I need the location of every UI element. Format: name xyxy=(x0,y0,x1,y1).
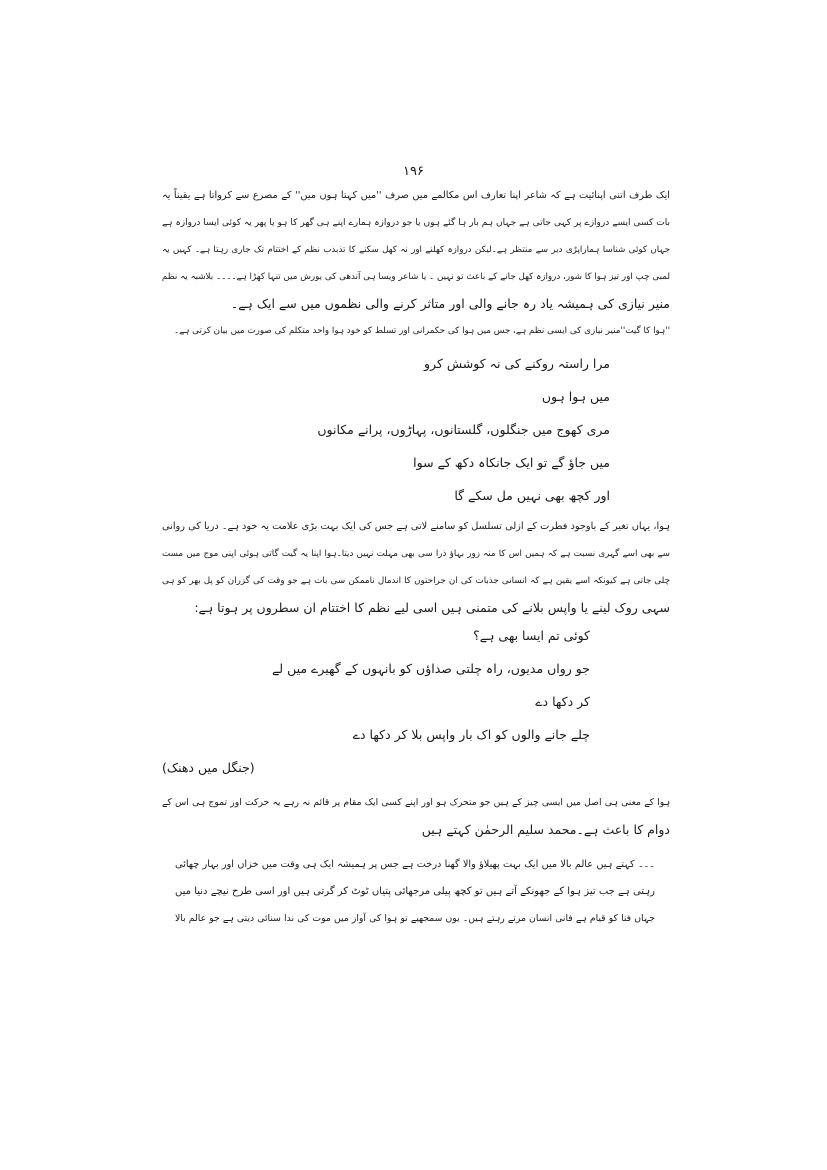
poem2-verse: چلے جانے والوں کو اک بار واپس بلا کر دکھا دے xyxy=(352,727,590,742)
poem-source-text: (جنگل میں دھنک) xyxy=(162,760,255,775)
page-number: ۱۹۶ xyxy=(403,164,424,179)
quote-line: رہتی ہے جب تیز ہوا کے جھونکے آتے ہیں تو کچھ پیلی مرجھائی پتیاں ٹوٹ کر گرتی ہیں اور اسی طرح نیچے دنیا میں xyxy=(175,886,655,897)
poem1-verse: میں جاؤ گے تو ایک جانکاہ دکھ کے سوا xyxy=(413,455,610,470)
poem1-verse: مرا راستہ روکنے کی نہ کوشش کرو xyxy=(424,356,610,371)
para3-line: چلی جاتی ہے کیونکہ اسے یقین ہے کہ انسانی جذبات کی ان جراحتوں کا اندمال ناممکن سی بات ہے جو وقت کی گزران کو پل بھر کو ہی xyxy=(162,576,670,586)
poem2-verse: کر دکھا دے xyxy=(535,694,590,709)
para3-line: سہی روک لینے یا واپس بلانے کی متمنی ہیں اسی لیے نظم کا اختتام ان سطروں پر ہوتا ہے: xyxy=(194,600,670,615)
poem1-verse: میں ہوا ہوں xyxy=(541,389,610,404)
para1-line: لمبی چپ اور تیز ہوا کا شور، دروازہ کھل جانے کے باعث تو نہیں ۔ یا شاعر ویسا ہی آندھی کی یورش میں تنہا کھڑا ہے۔۔۔۔ بلاشبہ یہ نظم xyxy=(162,272,670,282)
quote-line: ۔۔۔ کہتے ہیں عالم بالا میں ایک بہت پھیلاؤ والا گھنا درخت ہے جس پر ہمیشہ ایک ہی وقت میں خزاں اور بہار چھائی xyxy=(175,859,655,870)
para4-line: دوام کا باعث ہے۔محمد سلیم الرحمٰن کہتے ہیں xyxy=(421,822,670,837)
poem1-verse: مری کھوج میں جنگلوں، گلستانوں، پہاڑوں، پرانے مکانوں xyxy=(317,422,610,437)
para4-line: ہوا کے معنی ہی اصل میں ایسی چیز کے ہیں جو متحرک ہو اور اپنے کسی ایک مقام پر قائم نہ رہے یہ حرکت اور تموج ہی اس کے xyxy=(162,797,670,808)
para3-line: ہوا، یہاں تغیر کے باوجود فطرت کے ازلی تسلسل کو سامنے لاتی ہے جس کی ایک بہت بڑی علامت یہ خود ہے۔ دریا کی روانی xyxy=(162,521,670,532)
para1-line: بات کسی ایسے دروازے پر کہی جاتی ہے جہاں ہم بار ہا گئے ہوں یا جو دروازہ ہمارے اپنے ہی گھر کا ہو یا پھر یہ کوئی ایسا دروازہ ہے xyxy=(162,218,670,228)
quote-line: جہاں فنا کو قیام ہے فانی انسان مرتے رہتے ہیں۔ یوں سمجھیے تو ہوا کی آواز میں موت کی ندا سنائی دیتی ہے جو عالم بالا xyxy=(175,913,655,924)
poem2-verse: جو رواں مدیوں، راہ چلتی صداؤں کو بانہوں کے گھیرے میں لے xyxy=(271,661,590,676)
poem2-verse: کوئی تم ایسا بھی ہے؟ xyxy=(473,628,590,643)
para1-line: ایک طرف اتنی اپنائیت ہے کہ شاعر اپنا تعارف اس مکالمے میں صرف ''میں کہتا ہوں میں'' کے مصرع سے کرواتا ہے یقیناً یہ xyxy=(162,190,670,201)
para3-line: سے بھی اسے گہری نسبت ہے کہ ہمیں اس کا منہ زور بہاؤ ذرا سی بھی مہلت نہیں دیتا۔ہوا اپنا یہ گیت گاتی ہوئی اپنی موج میں مست xyxy=(162,549,670,559)
para1-line: منیر نیازی کی ہمیشہ یاد رہ جانے والی اور متاثر کرنے والی نظموں میں سے ایک ہے۔ xyxy=(230,296,670,311)
poem1-verse: اور کچھ بھی نہیں مل سکے گا xyxy=(454,488,610,503)
para1-line: جہاں کوئی شناسا ہماراپڑی دیر سے منتظر ہے۔لیکن دروازہ کھلنے اور نہ کھل سکنے کا تذبذب نظم کے اختتام تک جاری رہتا ہے۔ کہیں یہ xyxy=(162,245,670,255)
para2-line: ''ہوا کا گیت''منیر نیازی کی ایسی نظم ہے، جس میں ہوا کی حکمرانی اور تسلط کو خود ہوا واحد متکلم کی صورت میں بیان کرتی ہے۔ xyxy=(174,326,670,336)
poem-source xyxy=(162,758,670,780)
